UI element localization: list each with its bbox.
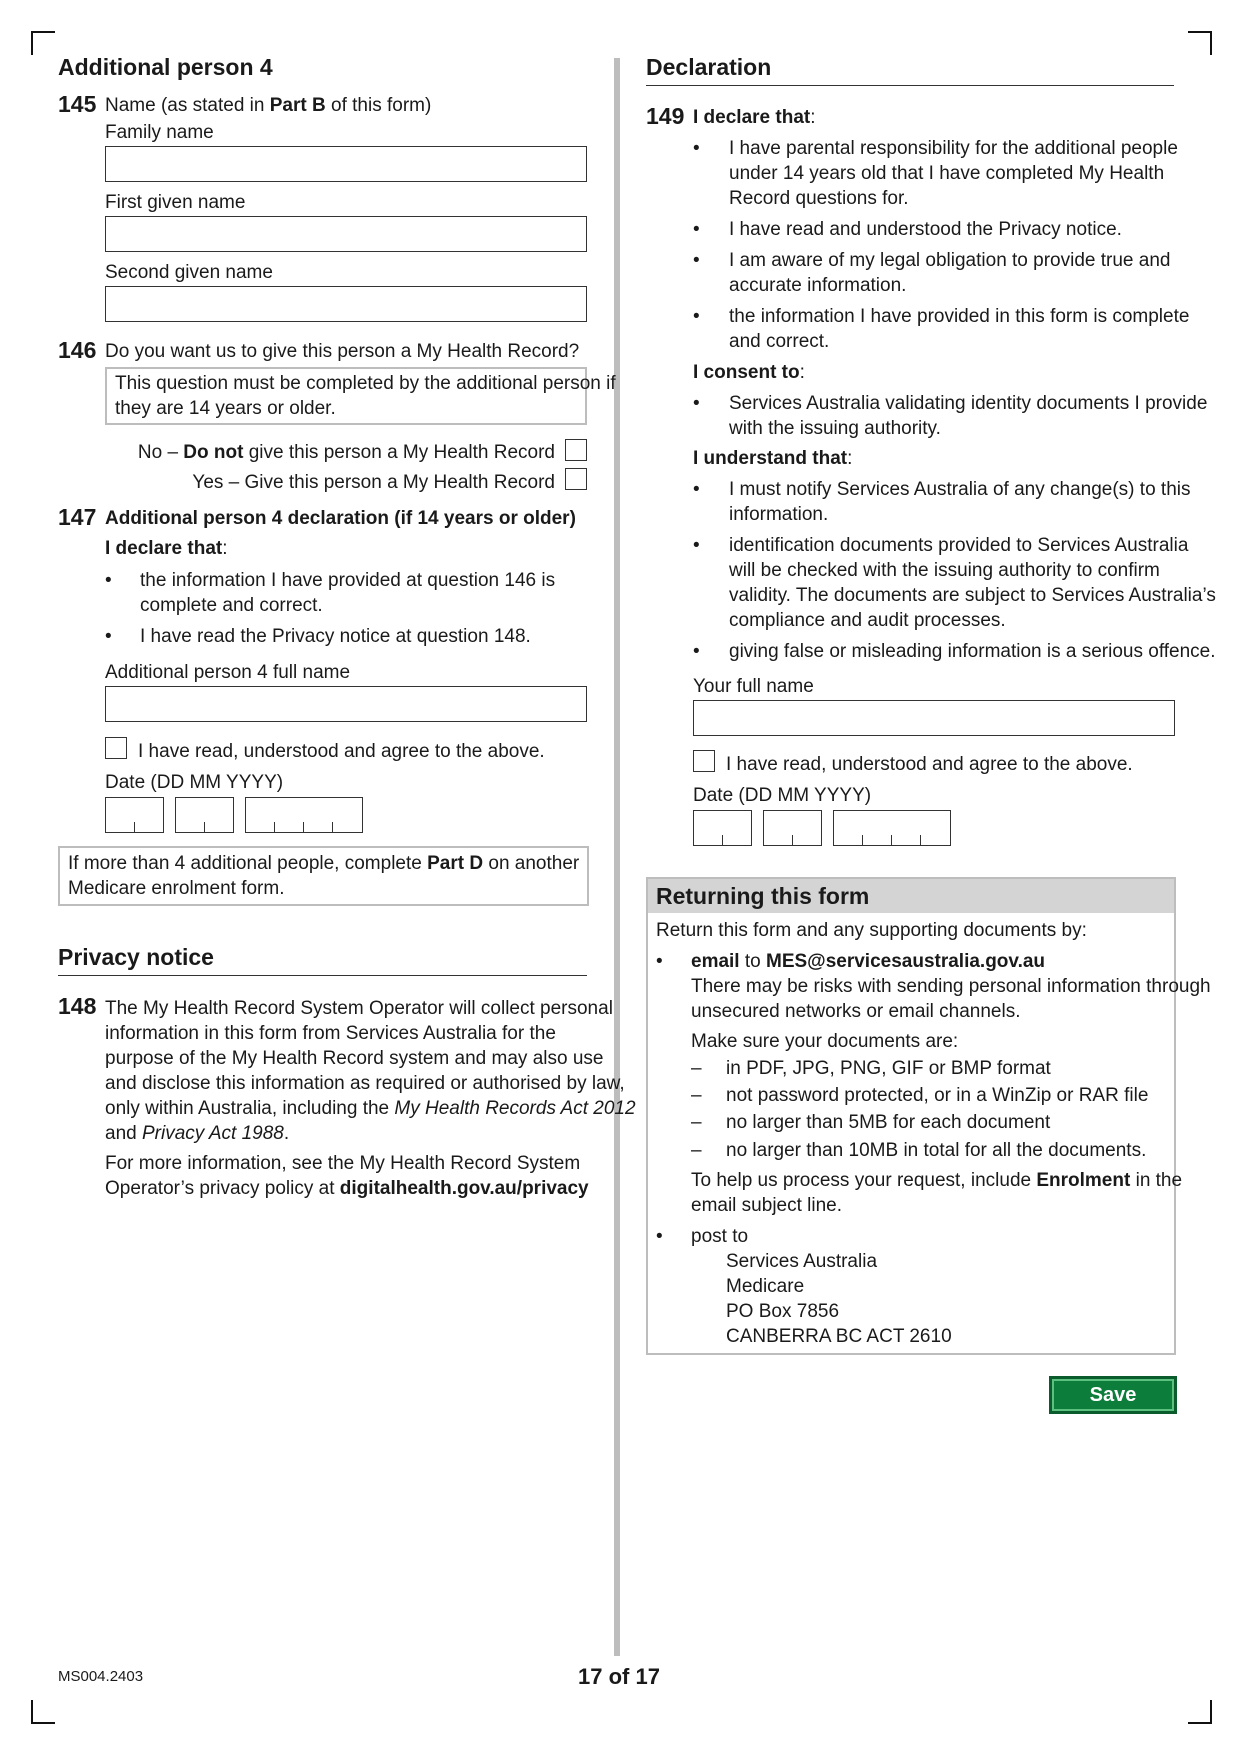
page-number: 17 of 17 xyxy=(578,1664,660,1689)
privacy-line1: The My Health Record System Operator will collect personal xyxy=(105,998,613,1019)
q147-label: Additional person 4 declaration (if 14 years or older) xyxy=(105,508,576,529)
bullet: • xyxy=(693,393,700,414)
help-line1: To help us process your request, include Enrolment in the xyxy=(691,1170,1183,1191)
q147-bullet1-line1: the information I have provided at question 146 is xyxy=(140,570,556,591)
question-number-146: 146 xyxy=(58,337,97,363)
bullet: • xyxy=(693,219,700,240)
privacy-notice-rule xyxy=(58,975,587,976)
question-number-145: 145 xyxy=(58,91,97,117)
first-given-name-input[interactable] xyxy=(105,216,587,252)
q149-declare-heading: I declare that: xyxy=(693,107,816,128)
q146-option-yes-label: Yes – Give this person a My Health Record xyxy=(192,472,555,493)
privacy-notice-title: Privacy notice xyxy=(58,944,214,970)
bullet: • xyxy=(656,1226,663,1247)
privacy-line8: Operator’s privacy policy at digitalhealth.gov.au/privacy xyxy=(105,1178,589,1199)
q149-d1-line1: I have parental responsibility for the additional people xyxy=(729,138,1178,159)
privacy-line4: and disclose this information as required or authorised by law, xyxy=(105,1073,625,1094)
returning-form-title: Returning this form xyxy=(656,883,870,909)
q149-c1-line1: Services Australia validating identity documents I provide xyxy=(729,393,1208,414)
bullet: • xyxy=(693,306,700,327)
email-address-link[interactable]: MES@servicesaustralia.gov.au xyxy=(766,951,1046,972)
additional-person-full-name-label: Additional person 4 full name xyxy=(105,662,351,683)
first-given-name-label: First given name xyxy=(105,192,246,213)
family-name-label: Family name xyxy=(105,122,214,143)
q149-d3-line1: I am aware of my legal obligation to provide true and xyxy=(729,250,1171,271)
crop-mark-bottom-right xyxy=(1188,1700,1212,1724)
section-title-declaration: Declaration xyxy=(646,54,772,80)
bullet: • xyxy=(693,641,700,662)
q149-u3: giving false or misleading information is a serious offence. xyxy=(729,641,1216,662)
help-line2: email subject line. xyxy=(691,1195,843,1216)
q149-date-year-input[interactable] xyxy=(833,810,951,846)
post-to-label: post to xyxy=(691,1226,749,1247)
your-full-name-input[interactable] xyxy=(693,700,1175,736)
declaration-rule xyxy=(646,85,1174,86)
q149-date-day-input[interactable] xyxy=(693,810,752,846)
family-name-input[interactable] xyxy=(105,146,587,182)
dash: – xyxy=(691,1085,702,1106)
q145-label: Name (as stated in Part B of this form) xyxy=(105,95,432,116)
bullet: • xyxy=(693,138,700,159)
privacy-line6: and Privacy Act 1988. xyxy=(105,1123,290,1144)
bullet: • xyxy=(693,479,700,500)
address-line2: Medicare xyxy=(726,1276,805,1297)
additional-person-full-name-input[interactable] xyxy=(105,686,587,722)
q149-u2-line3: validity. The documents are subject to Services Australia’s xyxy=(729,585,1216,606)
question-number-149: 149 xyxy=(646,103,685,129)
privacy-line7: For more information, see the My Health Record System xyxy=(105,1153,581,1174)
crop-mark-top-left xyxy=(31,31,55,55)
q149-d3-line2: accurate information. xyxy=(729,275,907,296)
q149-u1-line2: information. xyxy=(729,504,829,525)
return-email-line: email to MES@servicesaustralia.gov.au xyxy=(691,951,1046,972)
q149-u1-line1: I must notify Services Australia of any change(s) to this xyxy=(729,479,1191,500)
returning-intro: Return this form and any supporting documents by: xyxy=(656,920,1087,941)
bullet: • xyxy=(105,626,112,647)
q149-date-month-input[interactable] xyxy=(763,810,822,846)
email-risk-line2: unsecured networks or email channels. xyxy=(691,1001,1021,1022)
q147-date-year-input[interactable] xyxy=(245,797,363,833)
q149-d4-line1: the information I have provided in this form is complete xyxy=(729,306,1190,327)
q147-bullet2: I have read the Privacy notice at question 148. xyxy=(140,626,531,647)
privacy-line2: information in this form from Services Australia for the xyxy=(105,1023,556,1044)
q146-note-line2: they are 14 years or older. xyxy=(115,398,336,419)
question-number-147: 147 xyxy=(58,504,97,530)
q149-d2: I have read and understood the Privacy notice. xyxy=(729,219,1122,240)
column-divider xyxy=(614,58,620,1656)
email-risk-line1: There may be risks with sending personal information through xyxy=(691,976,1211,997)
q147-agree-label: I have read, understood and agree to the above. xyxy=(138,741,545,762)
q147-bullet1-line2: complete and correct. xyxy=(140,595,323,616)
privacy-policy-link[interactable]: digitalhealth.gov.au/privacy xyxy=(339,1178,589,1199)
address-line3: PO Box 7856 xyxy=(726,1301,840,1322)
bullet: • xyxy=(656,951,663,972)
q149-consent-heading: I consent to: xyxy=(693,362,805,383)
q146-option-yes-checkbox[interactable] xyxy=(565,468,587,490)
bullet: • xyxy=(105,570,112,591)
dash: – xyxy=(691,1058,702,1079)
q146-option-no-checkbox[interactable] xyxy=(565,439,587,461)
section-title-additional-person-4: Additional person 4 xyxy=(58,54,273,80)
q149-agree-checkbox[interactable] xyxy=(693,750,715,772)
more-people-note-line2: Medicare enrolment form. xyxy=(68,878,285,899)
q149-u2-line1: identification documents provided to Services Australia xyxy=(729,535,1189,556)
q149-u2-line4: compliance and audit processes. xyxy=(729,610,1006,631)
address-line4: CANBERRA BC ACT 2610 xyxy=(726,1326,952,1347)
dash: – xyxy=(691,1140,702,1161)
q147-date-day-input[interactable] xyxy=(105,797,164,833)
q146-option-no-label: No – Do not give this person a My Health Record xyxy=(137,442,555,463)
q147-date-label: Date (DD MM YYYY) xyxy=(105,772,284,793)
requirement-1: in PDF, JPG, PNG, GIF or BMP format xyxy=(726,1058,1051,1079)
requirement-2: not password protected, or in a WinZip or RAR file xyxy=(726,1085,1149,1106)
privacy-line3: purpose of the My Health Record system and may also use xyxy=(105,1048,604,1069)
privacy-line5: only within Australia, including the My Health Records Act 2012 xyxy=(105,1098,636,1119)
q149-d1-line3: Record questions for. xyxy=(729,188,909,209)
q147-declare-heading: I declare that: xyxy=(105,538,228,559)
q146-label: Do you want us to give this person a My Health Record? xyxy=(105,341,580,362)
question-number-148: 148 xyxy=(58,993,97,1019)
address-line1: Services Australia xyxy=(726,1251,878,1272)
form-code: MS004.2403 xyxy=(58,1668,144,1685)
save-button[interactable]: Save xyxy=(1049,1376,1177,1414)
more-people-note-line1: If more than 4 additional people, complete Part D on another xyxy=(68,853,580,874)
crop-mark-top-right xyxy=(1188,31,1212,55)
q149-d1-line2: under 14 years old that I have completed My Health xyxy=(729,163,1165,184)
crop-mark-bottom-left xyxy=(31,1700,55,1724)
q149-understand-heading: I understand that: xyxy=(693,448,853,469)
q149-date-label: Date (DD MM YYYY) xyxy=(693,785,872,806)
q149-c1-line2: with the issuing authority. xyxy=(729,418,941,439)
make-sure-label: Make sure your documents are: xyxy=(691,1031,959,1052)
second-given-name-input[interactable] xyxy=(105,286,587,322)
requirement-3: no larger than 5MB for each document xyxy=(726,1112,1051,1133)
q149-agree-label: I have read, understood and agree to the above. xyxy=(726,754,1133,775)
your-full-name-label: Your full name xyxy=(693,676,814,697)
bullet: • xyxy=(693,535,700,556)
bullet: • xyxy=(693,250,700,271)
dash: – xyxy=(691,1112,702,1133)
q147-date-month-input[interactable] xyxy=(175,797,234,833)
requirement-4: no larger than 10MB in total for all the documents. xyxy=(726,1140,1147,1161)
q146-note-line1: This question must be completed by the additional person if xyxy=(115,373,616,394)
second-given-name-label: Second given name xyxy=(105,262,273,283)
q149-u2-line2: will be checked with the issuing authority to confirm xyxy=(729,560,1160,581)
q147-agree-checkbox[interactable] xyxy=(105,737,127,759)
q149-d4-line2: and correct. xyxy=(729,331,830,352)
